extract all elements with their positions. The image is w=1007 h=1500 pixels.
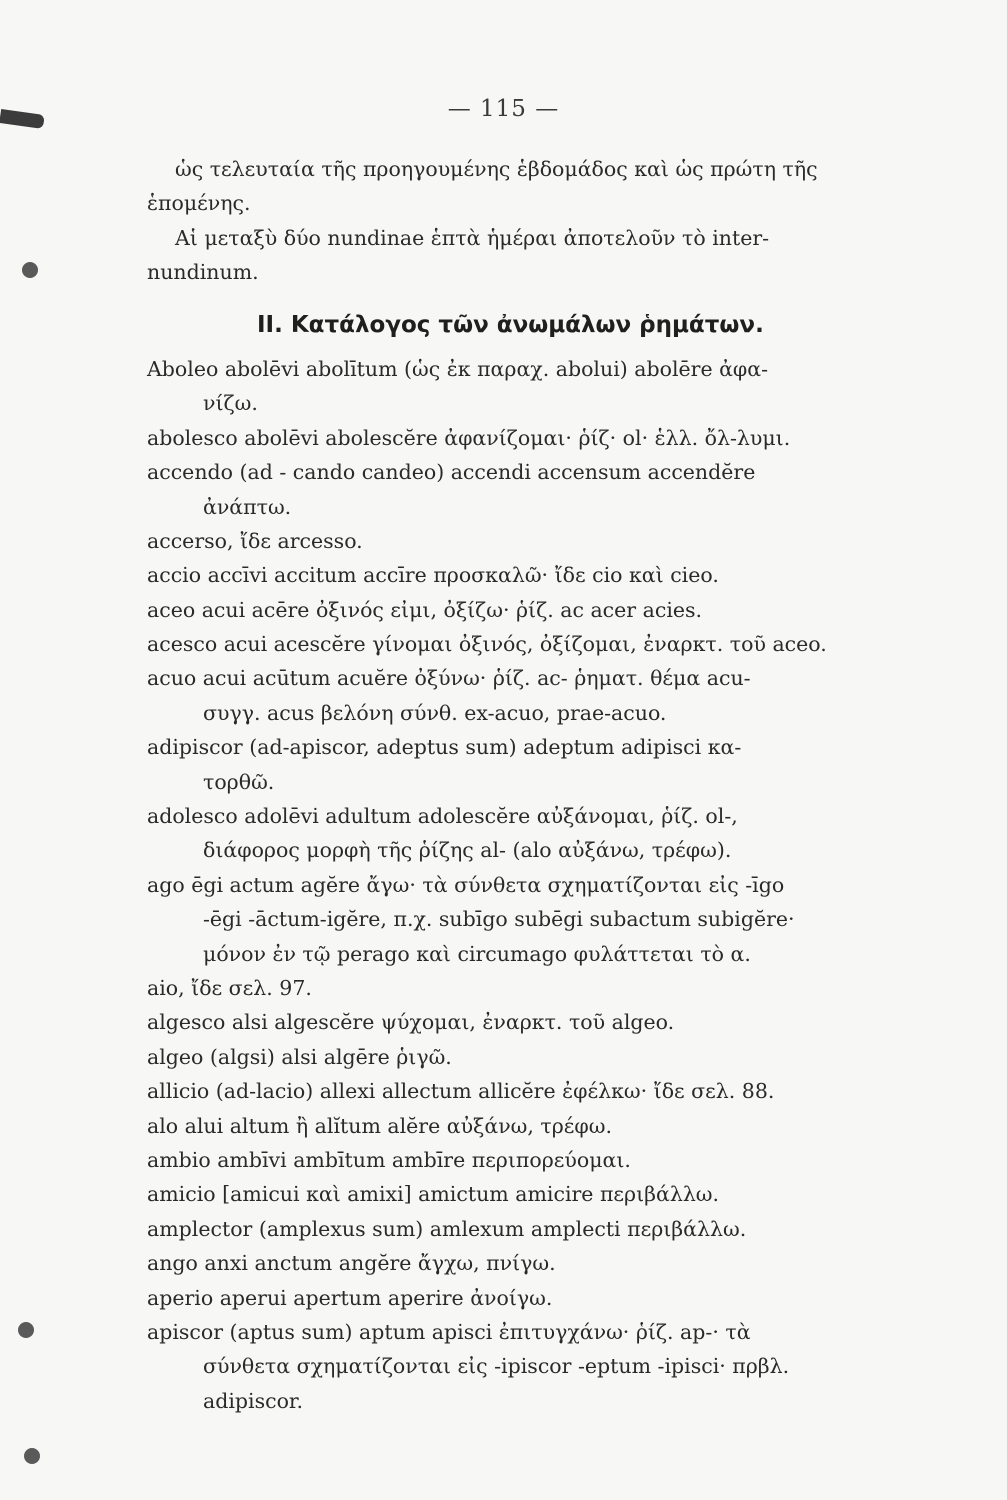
verb-entry: [147, 455, 907, 524]
entry-headline: amicio [amicui καὶ amixi] amictum amicire περιβάλλω.: [147, 1182, 720, 1207]
verb-list: [147, 352, 907, 1418]
verb-entry: [147, 1040, 907, 1074]
verb-entry: [147, 352, 907, 421]
entry-headline: adipiscor (ad-apiscor, adeptus sum) adeptum adipisci κα-: [147, 735, 742, 760]
entry-headline: aio, ἴδε σελ. 97.: [147, 976, 312, 1000]
entry-headline: accendo (ad - cando candeo) accendi accensum accendĕre: [147, 460, 756, 485]
entry-continuation: συγγ. acus βελόνη σύνθ. ex-acuo, prae-acuo.: [203, 700, 667, 725]
verb-entry: [147, 868, 907, 971]
verb-entry: [147, 1281, 907, 1315]
punch-hole: [24, 1448, 40, 1464]
verb-entry: [147, 1074, 907, 1108]
entry-headline: abolesco abolēvi abolescĕre ἀφανίζομαι· ῥίζ· ol· ἑλλ. ὄλ-λυμι.: [147, 425, 791, 450]
verb-entry: [147, 1315, 907, 1418]
verb-entry: [147, 971, 907, 1005]
verb-entry: [147, 661, 907, 730]
entry-headline: alo alui altum ἢ alĭtum alĕre αὐξάνω, τρέφω.: [147, 1113, 613, 1138]
entry-headline: ambio ambīvi ambītum ambīre περιπορεύομαι.: [147, 1147, 631, 1172]
entry-continuation: σύνθετα σχηματίζονται εἰς -ipiscor -eptum -ipisci· πρβλ.: [203, 1354, 790, 1379]
entry-headline: acesco acui acescĕre γίνομαι ὀξινός, ὀξίζομαι, ἐναρκτ. τοῦ aceo.: [147, 632, 827, 657]
entry-headline: accio accīvi accitum accīre προσκαλῶ· ἴδε cio καὶ cieo.: [147, 563, 719, 588]
entry-continuation: -ēgi -āctum-igĕre, π.χ. subīgo subēgi subactum subigĕre·: [203, 907, 795, 932]
verb-entry: [147, 730, 907, 799]
verb-entry: [147, 1005, 907, 1039]
verb-entry: [147, 1109, 907, 1143]
entry-headline: allicio (ad-lacio) allexi allectum allicĕre ἐφέλκω· ἴδε σελ. 88.: [147, 1079, 775, 1104]
entry-headline: ago ēgi actum agĕre ἄγω· τὰ σύνθετα σχηματίζονται εἰς -īgo: [147, 872, 785, 897]
verb-entry: [147, 593, 907, 627]
entry-headline: accerso, ἴδε arcesso.: [147, 528, 363, 553]
entry-continuation: ἀνάπτω.: [203, 494, 292, 519]
punch-hole: [22, 262, 38, 278]
entry-headline: adolesco adolēvi adultum adolescĕre αὐξάνομαι, ῥίζ. ol-,: [147, 804, 738, 829]
entry-continuation: διάφορος μορφὴ τῆς ῥίζης al- (alo αὐξάνω, τρέφω).: [203, 838, 732, 863]
page-content: [147, 152, 907, 1418]
entry-continuation: νίζω.: [203, 391, 258, 416]
entry-headline: algesco alsi algescĕre ψύχομαι, ἐναρκτ. τοῦ algeo.: [147, 1010, 675, 1035]
entry-continuation: τορθῶ.: [203, 769, 275, 794]
page-number: — 115 —: [447, 96, 560, 122]
entry-continuation: adipiscor.: [203, 1388, 303, 1413]
verb-entry: [147, 421, 907, 455]
verb-entry: [147, 1212, 907, 1246]
verb-entry: [147, 1143, 907, 1177]
entry-headline: Aboleo abolēvi abolītum (ὡς ἐκ παραχ. abolui) abolēre ἀφα-: [147, 356, 769, 381]
verb-entry: [147, 1246, 907, 1280]
text-line: nundinum.: [147, 260, 259, 285]
entry-headline: ango anxi anctum angĕre ἄγχω, πνίγω.: [147, 1251, 556, 1276]
verb-entry: [147, 627, 907, 661]
verb-entry: [147, 1177, 907, 1211]
text-line: Αἱ μεταξὺ δύο nundinae ἑπτὰ ἡμέραι ἀποτελοῦν τὸ inter-: [175, 225, 770, 250]
text-line: ἑπομένης.: [147, 191, 251, 216]
entry-headline: aceo acui acēre ὀξινός εἰμι, ὀξίζω· ῥίζ. ac acer acies.: [147, 597, 703, 622]
entry-headline: amplector (amplexus sum) amlexum amplecti περιβάλλω.: [147, 1216, 747, 1241]
entry-headline: acuo acui acūtum acuĕre ὀξύνω· ῥίζ. ac- ῥηματ. θέμα acu-: [147, 666, 751, 691]
verb-entry: [147, 799, 907, 868]
entry-continuation: μόνον ἐν τῷ perago καὶ circumago φυλάττεται τὸ α.: [203, 941, 751, 966]
punch-hole: [18, 1322, 34, 1338]
entry-headline: aperio aperui apertum aperire ἀνοίγω.: [147, 1285, 553, 1310]
entry-headline: apiscor (aptus sum) aptum apisci ἐπιτυγχάνω· ῥίζ. ap-· τὰ: [147, 1319, 751, 1344]
verb-entry: [147, 524, 907, 558]
section-heading: II. Κατάλογος τῶν ἀνωμάλων ῥημάτων.: [257, 311, 764, 338]
text-line: ὡς τελευταία τῆς προηγουμένης ἑβδομάδος καὶ ὡς πρώτη τῆς: [175, 157, 818, 181]
entry-headline: algeo (algsi) alsi algēre ῥιγῶ.: [147, 1044, 452, 1069]
verb-entry: [147, 558, 907, 592]
